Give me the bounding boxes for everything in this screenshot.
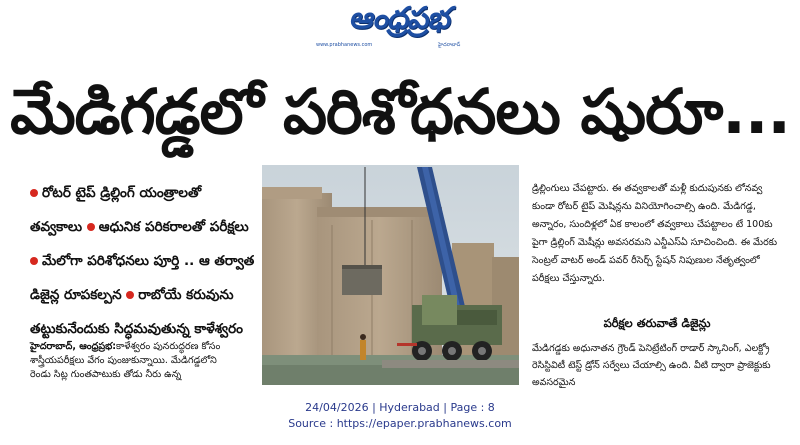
article-body-right-2: మేడిగడ్డకు అధునాతన గ్రౌండ్ పెనిట్రేటింగ్ రాడార్ స్కానింగ్, ఎలక్ట్రో రెసిస్టివిటీ టెస్ట్ డ్రోన్ సర్వేలు చేయాల్సి ఉంది. వీటి ద్వారా ప్రాజెక్టుకు అవసరమైన bbox=[532, 343, 771, 388]
site-url: www.prabhanews.com bbox=[316, 42, 373, 48]
red-bullet-icon bbox=[87, 223, 95, 231]
footer-source-link[interactable]: Source : https://epaper.prabhanews.com bbox=[288, 417, 512, 430]
footer-date-page: 24/04/2026 | Hyderabad | Page : 8 bbox=[305, 401, 495, 414]
newspaper-logo bbox=[300, 2, 500, 42]
article-subhead: పరీక్షల తరువాతే డిజైన్లు bbox=[603, 316, 711, 330]
red-bullet-icon bbox=[126, 291, 134, 299]
deck-line: తట్టుకునేందుకు సిద్ధమవుతున్న కాళేశ్వరం bbox=[30, 321, 243, 337]
headline: మేడిగడ్డలో పరిశోధనలు షురూ... bbox=[10, 75, 790, 148]
masthead bbox=[0, 0, 800, 60]
red-bullet-icon bbox=[30, 257, 38, 265]
deck-line: మేలోగా పరిశోధనలు పూర్తి .. ఆ తర్వాత bbox=[30, 244, 256, 278]
news-photo bbox=[262, 165, 519, 385]
deck-line: రోటర్ టైప్ డ్రిల్లింగ్ యంత్రాలతో bbox=[30, 176, 256, 210]
deck-line: డిజైన్ల రూపకల్పన రాబోయే కరువును bbox=[30, 287, 234, 303]
barrage-crane-photo bbox=[262, 165, 519, 385]
dateline: హైదరాబాద్, ఆంధ్రప్రభ: bbox=[30, 341, 117, 352]
edition-label: హైదరాబాద్ bbox=[438, 42, 461, 48]
article-body-left: హైదరాబాద్, ఆంధ్రప్రభ:కాళేశ్వరం పునరుద్ధరణ కోసం శాస్త్రీయపరీక్షలు వేగం పుంజుకున్నాయి. మేడిగడ్డలోని రెండు సిట్ల గుంతపాటుకు తోడు నీరు ఉన్న bbox=[30, 341, 221, 380]
article-body-right: డ్రిల్లింగులు చేపట్టారు. ఈ తవ్వకాలతో మళ్లీ కుదుపునకు లోనవ్వ కుండా రోటర్ టైప్ మెషిన్లను వినియోగించాల్సి ఉంది. మేడిగడ్డ, అన్నారం, సుందిళ్లలో ఏక కాలంలో తవ్వకాలు చేపట్టాలం టే 100కు పైగా డ్రిల్లింగ్ మెషీన్లు అవసరమని ఎన్డీఎస్ఏ సూచించింది. ఈ మేరకు సెంట్రల్ వాటర్ అండ్ పవర్ రీసెర్చ్ స్టేషన్ నిపుణుల నేతృత్వంలో పరీక్షలు చేస్తున్నారు. bbox=[532, 183, 777, 284]
sub-deck bbox=[30, 176, 256, 346]
logo-text: ఆంధ్రప్రభ bbox=[347, 1, 454, 36]
page-footer bbox=[0, 400, 800, 432]
red-bullet-icon bbox=[30, 189, 38, 197]
deck-line: తవ్వకాలు ఆధునిక పరికరాలతో పరీక్షలు bbox=[30, 219, 249, 235]
